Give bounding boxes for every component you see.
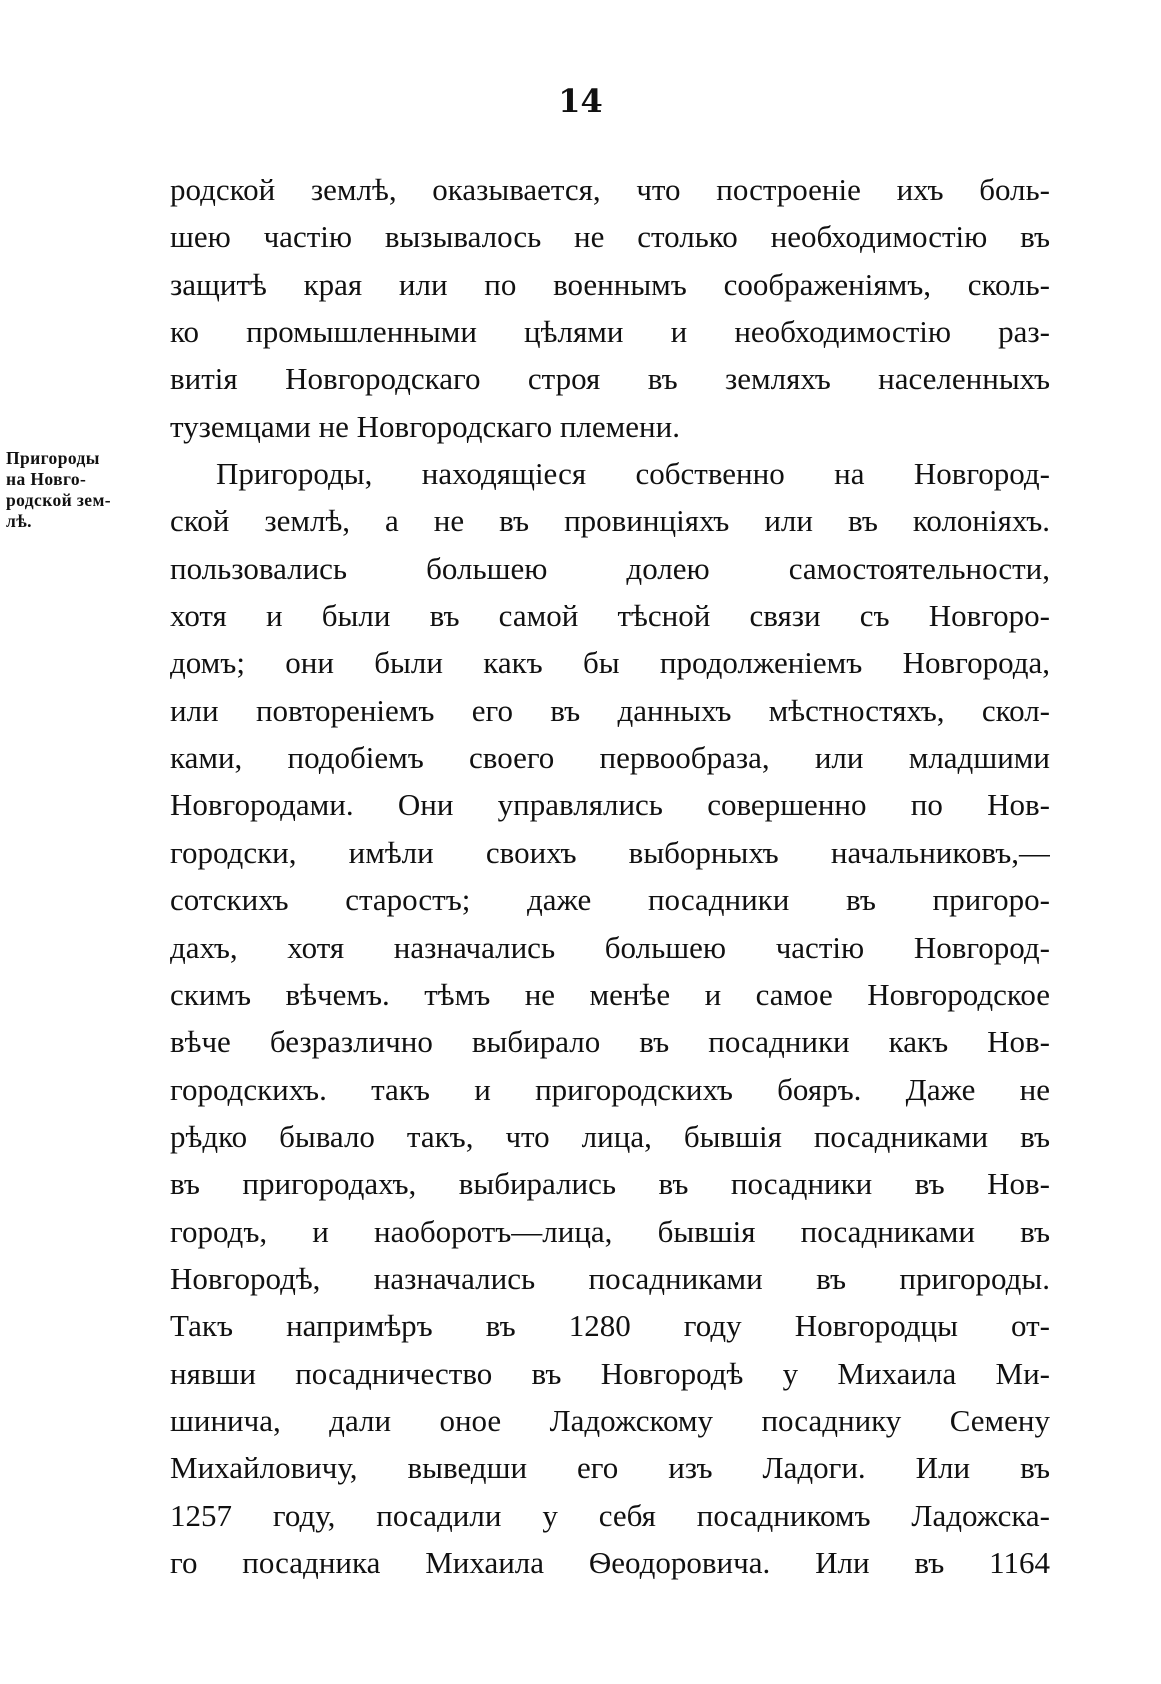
text-line: Новгородѣ, назначались посадниками въ пригороды.: [170, 1260, 1050, 1296]
text-line: дахъ, хотя назначались большею частію Новгород-: [170, 929, 1050, 965]
margin-note-line: родской зем-: [6, 490, 112, 510]
text-line: скимъ вѣчемъ. тѣмъ не менѣе и самое Новгородское: [170, 976, 1050, 1012]
margin-note-line: на Новго-: [6, 469, 87, 489]
text-line: Пригороды, находящіеся собственно на Новгород-: [216, 456, 1050, 492]
text-line: городскихъ. такъ и пригородскихъ бояръ. Даже не: [170, 1071, 1050, 1107]
text-line: городски, имѣли своихъ выборныхъ начальниковъ,—: [170, 834, 1050, 870]
text-line: защитѣ края или по военнымъ соображеніямъ, сколь-: [170, 266, 1050, 302]
text-line: пользовались большею долею самостоятельности,: [170, 550, 1050, 586]
text-line: городъ, и наоборотъ—лица, бывшія посадниками въ: [170, 1213, 1050, 1249]
text-line: Новгородами. Они управлялись совершенно по Нов-: [170, 787, 1050, 823]
text-line: витія Новгородскаго строя въ земляхъ населенныхъ: [170, 361, 1050, 397]
text-line: въ пригородахъ, выбирались въ посадники въ Нов-: [170, 1166, 1050, 1202]
text-line: ко промышленными цѣлями и необходимостію раз-: [170, 314, 1050, 350]
page-number: 14: [558, 82, 603, 120]
margin-note-line: лѣ.: [6, 511, 32, 531]
text-line: хотя и были въ самой тѣсной связи съ Новгоро-: [170, 598, 1050, 634]
margin-note-line: Пригороды: [6, 448, 100, 468]
text-line: шею частію вызывалось не столько необходимостію въ: [170, 219, 1050, 255]
margin-note: [6, 448, 156, 532]
text-line: или повтореніемъ его въ данныхъ мѣстностяхъ, скол-: [170, 692, 1050, 728]
text-line: ками, подобіемъ своего первообраза, или младшими: [170, 740, 1050, 776]
text-line: Михайловичу, выведши его изъ Ладоги. Или въ: [170, 1450, 1050, 1486]
text-line: ской землѣ, а не въ провинціяхъ или въ колоніяхъ.: [170, 503, 1050, 539]
text-line: сотскихъ старостъ; даже посадники въ пригоро-: [170, 882, 1050, 918]
text-line: туземцами не Новгородскаго племени.: [170, 408, 680, 444]
text-line: родской землѣ, оказывается, что построеніе ихъ боль-: [170, 172, 1050, 207]
text-line: нявши посадничество въ Новгородѣ у Михаила Ми-: [170, 1355, 1050, 1391]
text-line: шинича, дали оное Ладожскому посаднику Семену: [170, 1402, 1050, 1438]
body-text: [170, 166, 1050, 1586]
text-line: Такъ напримѣръ въ 1280 году Новгородцы от-: [170, 1308, 1050, 1344]
text-line: го посадника Михаила Ѳеодоровича. Или въ 1164: [170, 1544, 1050, 1580]
text-line: рѣдко бывало такъ, что лица, бывшія посадниками въ: [170, 1118, 1050, 1154]
text-line: 1257 году, посадили у себя посадникомъ Ладожска-: [170, 1497, 1050, 1533]
text-line: домъ; они были какъ бы продолженіемъ Новгорода,: [170, 645, 1050, 681]
text-line: вѣче безразлично выбирало въ посадники какъ Нов-: [170, 1024, 1050, 1060]
